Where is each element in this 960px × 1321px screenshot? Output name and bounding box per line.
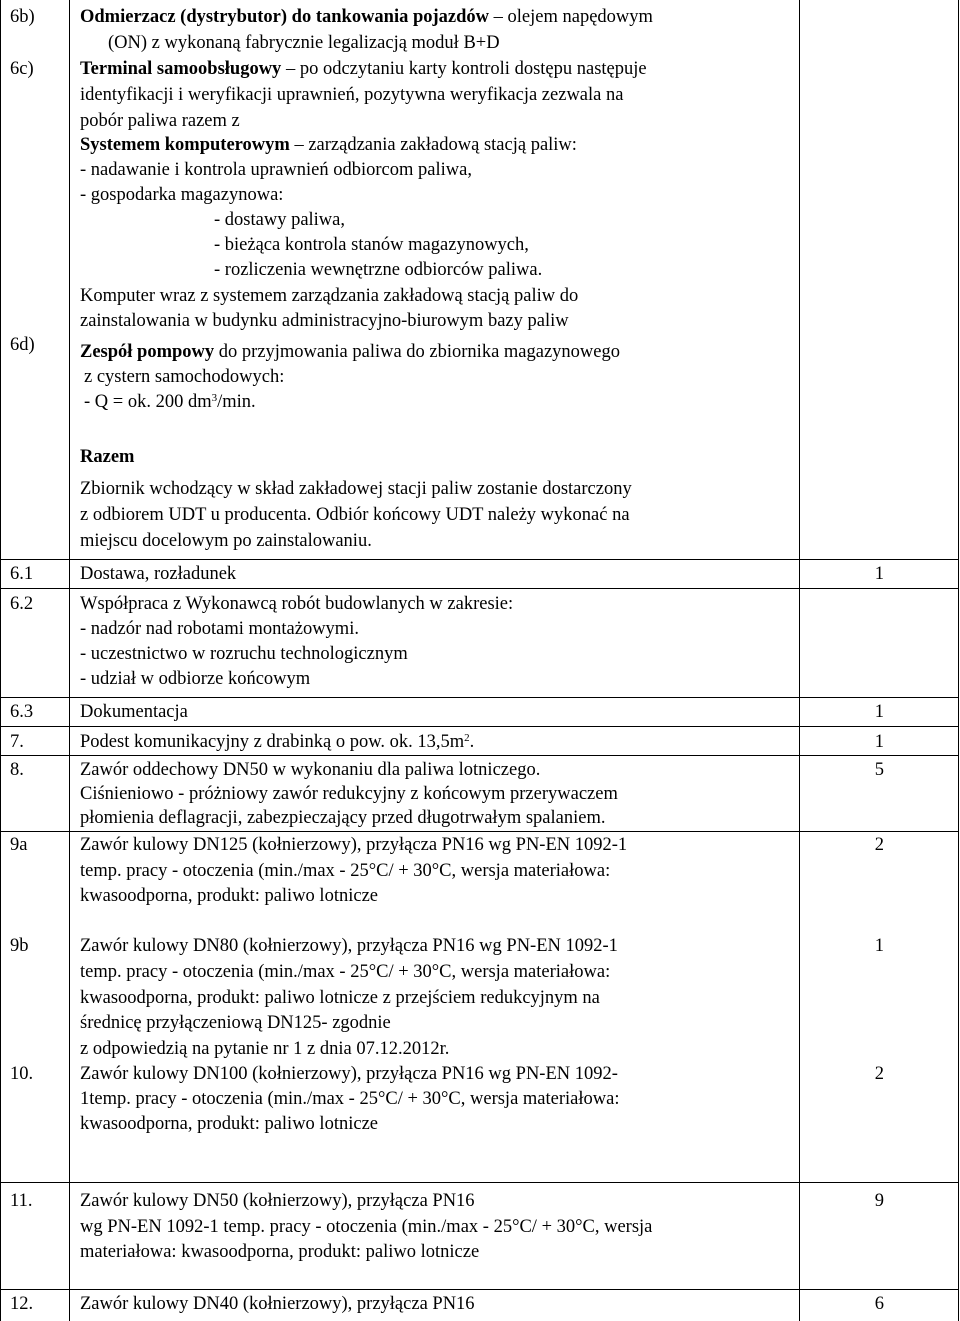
item-description <box>80 6 653 28</box>
column-divider-quantity <box>799 0 800 1321</box>
item-name: Terminal samoobsługowy <box>80 59 282 79</box>
item-description <box>80 341 620 363</box>
item-text: Dostawa, rozładunek <box>80 564 237 584</box>
item-text: Współpraca z Wykonawcą robót budowlanych w zakresie: <box>80 594 514 614</box>
quantity: 1 <box>874 732 884 752</box>
row-divider <box>0 755 959 756</box>
superscript: 2 <box>464 732 470 744</box>
row-number: 6b) <box>10 7 35 27</box>
note-text: z odbiorem UDT u producenta. Odbiór końcowy UDT należy wykonać na <box>80 505 630 525</box>
item-name: Systemem komputerowym <box>80 135 290 155</box>
quantity: 1 <box>874 702 884 722</box>
item-text: Zawór kulowy DN125 (kołnierzowy), przyłącza PN16 wg PN-EN 1092-1 <box>80 835 628 855</box>
superscript: 3 <box>211 392 218 404</box>
sub-list-item: - bieżąca kontrola stanów magazynowych, <box>214 235 529 255</box>
item-text: płomienia deflagracji, zabezpieczający przed długotrwałym spalaniem. <box>80 808 606 828</box>
list-item: - gospodarka magazynowa: <box>80 185 284 205</box>
item-text: do przyjmowania paliwa do zbiornika magazynowego <box>214 342 620 362</box>
column-divider-number <box>69 0 70 1321</box>
row-divider <box>0 588 959 589</box>
row-divider <box>0 1182 959 1183</box>
item-text: – zarządzania zakładową stacją paliw: <box>289 135 577 155</box>
item-text-end: . <box>469 732 475 752</box>
note-text: Zbiornik wchodzący w skład zakładowej stacji paliw zostanie dostarczony <box>80 479 632 499</box>
row-number: 9b <box>10 936 29 956</box>
item-text: kwasoodporna, produkt: paliwo lotnicze <box>80 886 378 906</box>
item-text: średnicę przyłączeniową DN125- zgodnie <box>80 1013 391 1033</box>
item-text: Komputer wraz z systemem zarządzania zakładową stacją paliw do <box>80 286 579 306</box>
flow-unit: /min. <box>217 392 256 412</box>
row-number: 6.2 <box>10 594 34 614</box>
item-text: 1temp. pracy - otoczenia (min./max - 25°C/ + 30°C, wersja materiałowa: <box>80 1089 620 1109</box>
quantity: 6 <box>874 1294 884 1314</box>
item-text: pobór paliwa razem z <box>80 111 240 131</box>
list-item: - uczestnictwo w rozruchu technologicznym <box>80 644 408 664</box>
row-divider <box>0 831 959 832</box>
item-description <box>80 134 577 156</box>
table-border-right <box>958 0 959 1321</box>
item-name: Odmierzacz (dystrybutor) do tankowania pojazdów <box>80 7 490 27</box>
list-item: - nadzór nad robotami montażowymi. <box>80 619 359 639</box>
item-text: kwasoodporna, produkt: paliwo lotnicze z przejściem redukcyjnym na <box>80 988 600 1008</box>
quantity: 5 <box>874 760 884 780</box>
item-text <box>84 391 256 413</box>
row-number: 11. <box>10 1191 33 1211</box>
row-divider <box>0 1289 959 1290</box>
item-text: temp. pracy - otoczenia (min./max - 25°C/ + 30°C, wersja materiałowa: <box>80 962 611 982</box>
note-text: miejscu docelowym po zainstalowaniu. <box>80 531 372 551</box>
item-text: kwasoodporna, produkt: paliwo lotnicze <box>80 1114 378 1134</box>
sub-list-item: - dostawy paliwa, <box>214 210 346 230</box>
item-text: materiałowa: kwasoodporna, produkt: paliwo lotnicze <box>80 1242 480 1262</box>
row-divider <box>0 726 959 727</box>
item-text <box>80 731 474 753</box>
item-text: wg PN-EN 1092-1 temp. pracy - otoczenia (min./max - 25°C/ + 30°C, wersja <box>80 1217 653 1237</box>
quantity: 1 <box>874 564 884 584</box>
quantity: 1 <box>874 936 884 956</box>
row-number: 6c) <box>10 59 34 79</box>
item-text-main: Podest komunikacyjny z drabinką o pow. ok. 13,5m <box>80 732 465 752</box>
item-name: Zespół pompowy <box>80 342 215 362</box>
row-number: 6d) <box>10 335 35 355</box>
item-text: (ON) z wykonaną fabrycznie legalizacją moduł B+D <box>108 33 500 53</box>
flow-text: - Q = ok. 200 dm <box>84 392 212 412</box>
item-text: z odpowiedzią na pytanie nr 1 z dnia 07.12.2012r. <box>80 1039 450 1059</box>
sub-list-item: - rozliczenia wewnętrzne odbiorców paliwa. <box>214 260 543 280</box>
list-item: - udział w odbiorze końcowym <box>80 669 311 689</box>
item-text: Ciśnieniowo - próżniowy zawór redukcyjny z końcowym przerywaczem <box>80 784 618 804</box>
row-number: 10. <box>10 1064 34 1084</box>
item-text: Dokumentacja <box>80 702 188 722</box>
item-text: Zawór kulowy DN80 (kołnierzowy), przyłącza PN16 wg PN-EN 1092-1 <box>80 936 618 956</box>
row-divider <box>0 559 959 560</box>
row-divider <box>0 697 959 698</box>
item-text: zainstalowania w budynku administracyjno-biurowym bazy paliw <box>80 311 569 331</box>
quantity: 2 <box>874 835 884 855</box>
row-number: 6.3 <box>10 702 34 722</box>
item-text: z cystern samochodowych: <box>84 367 285 387</box>
item-text: temp. pracy - otoczenia (min./max - 25°C/ + 30°C, wersja materiałowa: <box>80 861 611 881</box>
row-number: 12. <box>10 1294 34 1314</box>
item-text: identyfikacji i weryfikacji uprawnień, pozytywna weryfikacja zezwala na <box>80 85 624 105</box>
row-number: 8. <box>10 760 24 780</box>
row-number: 7. <box>10 732 24 752</box>
item-text: Zawór kulowy DN50 (kołnierzowy), przyłącza PN16 <box>80 1191 475 1211</box>
quantity: 9 <box>874 1191 884 1211</box>
row-number: 6.1 <box>10 564 34 584</box>
quantity: 2 <box>874 1064 884 1084</box>
table-border-left <box>0 0 1 1321</box>
total-label: Razem <box>80 447 135 467</box>
item-text: Zawór kulowy DN100 (kołnierzowy), przyłącza PN16 wg PN-EN 1092- <box>80 1064 618 1084</box>
item-text: – po odczytaniu karty kontroli dostępu następuje <box>281 59 647 79</box>
item-text: Zawór oddechowy DN50 w wykonaniu dla paliwa lotniczego. <box>80 760 541 780</box>
item-text: Zawór kulowy DN40 (kołnierzowy), przyłącza PN16 <box>80 1294 475 1314</box>
item-description <box>80 58 647 80</box>
list-item: - nadawanie i kontrola uprawnień odbiorcom paliwa, <box>80 160 472 180</box>
item-text: – olejem napędowym <box>489 7 653 27</box>
row-number: 9a <box>10 835 28 855</box>
